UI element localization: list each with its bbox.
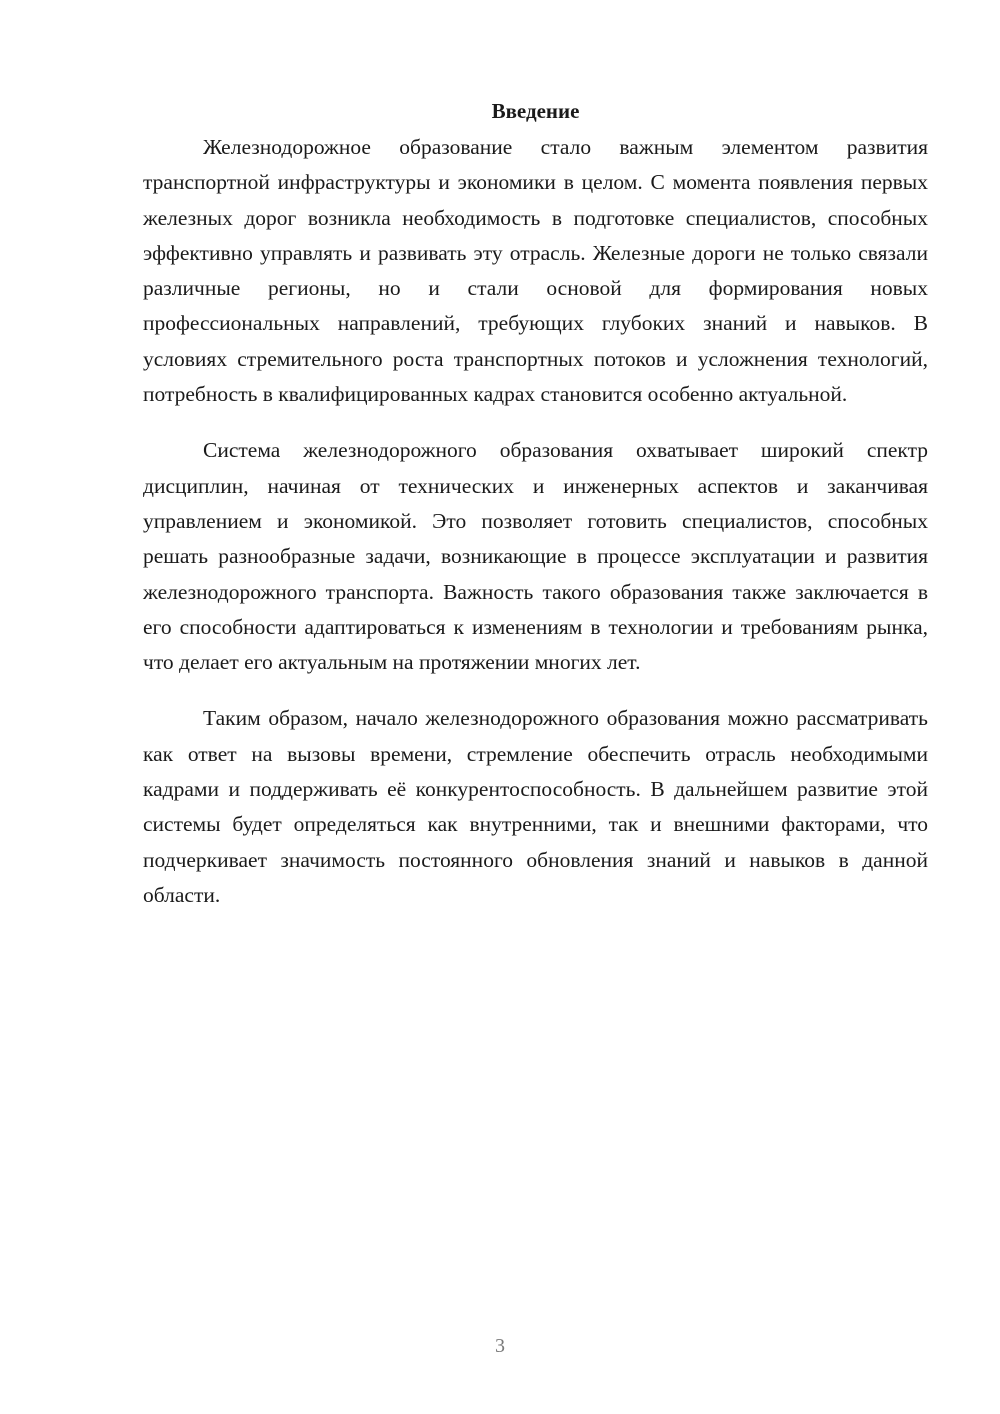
page-content xyxy=(143,96,928,934)
section-title: Введение xyxy=(491,99,580,123)
page-number: 3 xyxy=(495,1335,505,1357)
paragraph-2: Система железнодорожного образования охватывает широкий спектр дисциплин, начиная от технических и инженерных аспектов и заканчивая управлением и экономикой. Это позволяет готовить специалистов, способных решать разнообразные задачи, возникающие в процессе эксплуатации и развития железнодорожного транспорта. Важность такого образования также заключается в его способности адаптироваться к изменениям в технологии и требованиям рынка, что делает его актуальным на протяжении многих лет. xyxy=(143,438,928,675)
paragraph-3: Таким образом, начало железнодорожного образования можно рассматривать как ответ на вызовы времени, стремление обеспечить отрасль необходимыми кадрами и поддерживать её конкурентоспособность. В дальнейшем развитие этой системы будет определяться как внутренними, так и внешними факторами, что подчеркивает значимость постоянного обновления знаний и навыков в данной области. xyxy=(143,706,928,907)
paragraph-1: Железнодорожное образование стало важным элементом развития транспортной инфраструктуры и экономики в целом. С момента появления первых железных дорог возникла необходимость в подготовке специалистов, способных эффективно управлять и развивать эту отрасль. Железные дороги не только связали различные регионы, но и стали основой для формирования новых профессиональных направлений, требующих глубоких знаний и навыков. В условиях стремительного роста транспортных потоков и усложнения технологий, потребность в квалифицированных кадрах становится особенно актуальной. xyxy=(143,135,928,407)
